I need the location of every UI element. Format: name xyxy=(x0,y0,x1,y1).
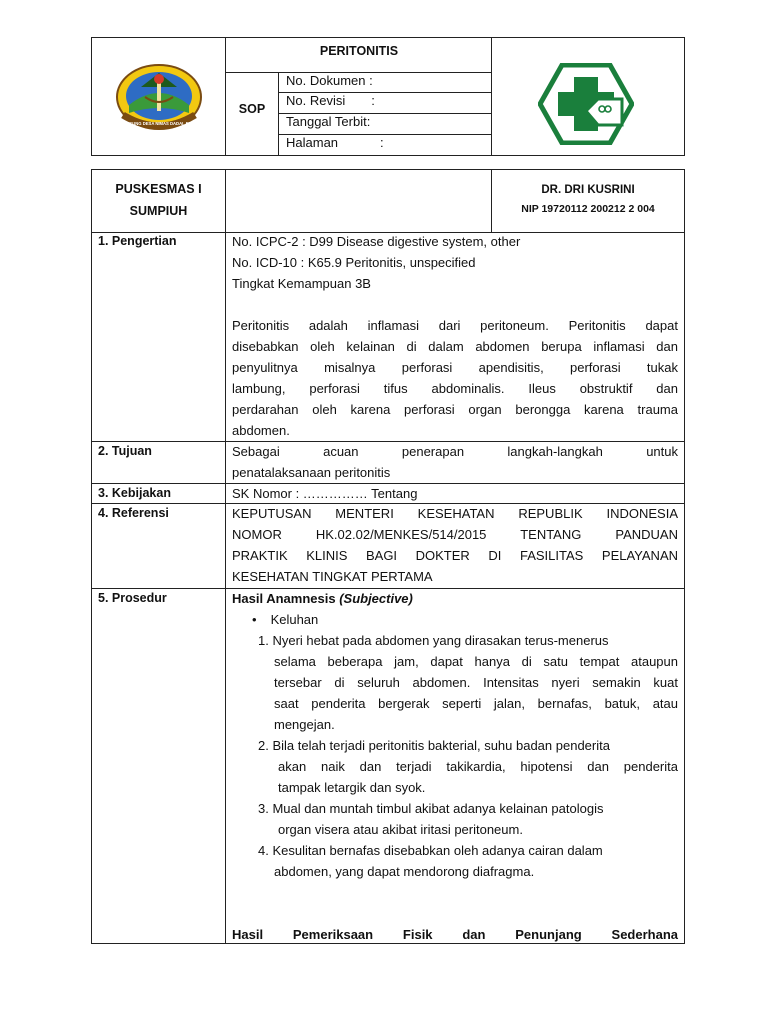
regency-logo xyxy=(115,63,203,136)
divider xyxy=(225,170,226,943)
sop-header xyxy=(91,37,685,156)
puskesmas-name: PUSKESMAS I SUMPIUH xyxy=(115,182,202,218)
signatory xyxy=(491,180,685,218)
keluhan-bullet: • Keluhan xyxy=(252,612,319,627)
halaman-field: Halaman : xyxy=(286,135,384,150)
sop-label: SOP xyxy=(238,102,266,116)
document-title: PERITONITIS xyxy=(319,44,399,58)
puskesmas-cross-logo xyxy=(538,63,634,150)
section-content-pengertian: No. ICPC-2 : D99 Disease digestive system, other No. ICD-10 : K65.9 Peritonitis, unspecified Tingkat Kemampuan 3B Peritonitis adalah inflamasi dari peritoneum. Peritonitis dapat disebabkan oleh kelainan di dalam abdomen berupa inflamasi dan penyulitnya misalnya perforasi apendisitis, perforasi tukak lambung, perforasi tifus abdominalis. Ileus obstruktif dan perdarahan oleh karena perforasi organ berongga karena trauma abdomen. xyxy=(232,234,678,438)
section-content-referensi: KEPUTUSAN MENTERI KESEHATAN REPUBLIK INDONESIA NOMOR HK.02.02/MENKES/514/2015 TENTANG PANDUAN PRAKTIK KLINIS BAGI DOKTER DI FASILITAS PELAYANAN KESEHATAN TINGKAT PERTAMA xyxy=(232,506,678,584)
section-content-prosedur xyxy=(232,588,678,945)
keluhan-item-3: 3. Mual dan muntah timbul akibat adanya kelainan patologis organ visera atau akibat iritasi peritoneum. xyxy=(258,801,604,837)
section-label-tujuan: 2. Tujuan xyxy=(98,444,152,458)
no-dokumen-field: No. Dokumen : xyxy=(286,73,373,88)
tanggal-terbit-field: Tanggal Terbit: xyxy=(286,114,371,129)
sop-body-table xyxy=(91,169,685,944)
pemeriksaan-heading: Hasil Pemeriksaan Fisik dan Penunjang Sederhana xyxy=(232,927,678,942)
section-label-pengertian: 1. Pengertian xyxy=(98,234,177,248)
signatory-nip: NIP 19720112 200212 2 004 xyxy=(521,203,655,215)
signatory-name: DR. DRI KUSRINI xyxy=(541,184,635,196)
keluhan-item-4: 4. Kesulitan bernafas disebabkan oleh adanya cairan dalam abdomen, yang dapat mendorong diafragma. xyxy=(258,843,603,879)
no-revisi-field: No. Revisi : xyxy=(286,93,375,108)
section-content-tujuan: Sebagai acuan penerapan langkah-langkah untuk penatalaksanaan peritonitis xyxy=(232,444,678,480)
section-label-kebijakan: 3. Kebijakan xyxy=(98,486,171,500)
section-label-referensi: 4. Referensi xyxy=(98,506,169,520)
section-content-kebijakan: SK Nomor : …………… Tentang xyxy=(232,486,418,501)
keluhan-item-1: 1. Nyeri hebat pada abdomen yang dirasakan terus-menerus selama beberapa jam, dapat hanya di satu tempat ataupun tersebar di seluruh abdomen. Intensitas nyeri semakin kuat saat penderita bergerak seperti jalan, bernafas, batuk, atau mengejan. xyxy=(258,633,678,732)
keluhan-item-2: 2. Bila telah terjadi peritonitis bakterial, suhu badan penderita akan naik dan terjadi takikardia, hipotensi dan penderita tampak letargik dan syok. xyxy=(258,738,678,795)
svg-text:BANGUNG DESA NIMAS DADAL REMA: BANGUNG DESA NIMAS DADAL REMA xyxy=(119,121,199,126)
anamnesis-heading: Hasil Anamnesis (Subjective) xyxy=(232,591,413,606)
section-label-prosedur: 5. Prosedur xyxy=(98,591,167,605)
